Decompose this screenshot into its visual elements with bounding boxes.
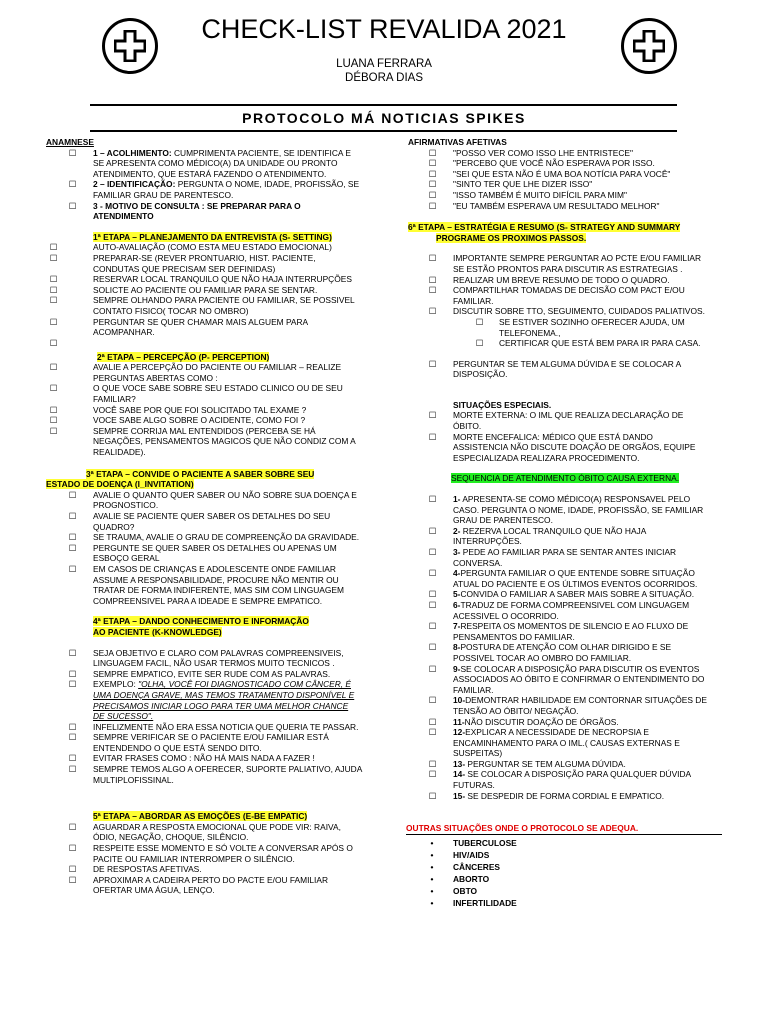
list-item: ☐ SEJA OBJETIVO E CLARO COM PALAVRAS COMPREENSIVEIS, LINGUAGEM FACIL, NÃO USAR TERMOS MUITO TECNICOS . bbox=[68, 647, 344, 669]
item-text: DISCUTIR SOBRE TTO, SEGUIMENTO, CUIDADOS PALIATIVOS. bbox=[453, 306, 705, 317]
etapa1-list bbox=[46, 242, 362, 348]
divider bbox=[90, 104, 677, 106]
list-item: ☐ SEMPRE TEMOS ALGO A OFERECER, SUPORTE PALIATIVO, AJUDA MULTIPLOFISSINAL. bbox=[68, 764, 362, 785]
author-name: DÉBORA DIAS bbox=[345, 72, 423, 84]
item-number: 5- bbox=[453, 589, 461, 600]
list-item: ☐ "SINTO TER QUE LHE DIZER ISSO" bbox=[428, 179, 593, 190]
outras-heading: OUTRAS SITUAÇÕES ONDE O PROTOCOLO SE ADEQUA. bbox=[406, 823, 639, 834]
item-number: 12- bbox=[453, 727, 466, 738]
list-item: ☐ AVALIE A PERCEPÇÃO DO PACIENTE OU FAMILIAR – REALIZE PERGUNTAS ABERTAS COMO : bbox=[49, 362, 342, 383]
item-text: REZERVA LOCAL TRANQUILO QUE NÃO HAJA INTERRUPÇÕES. bbox=[453, 525, 646, 547]
list-item: ☐ AVALIE O QUANTO QUER SABER OU NÃO SOBRE SUA DOENÇA E PROGNOSTICO. bbox=[68, 489, 357, 511]
list-item: • CÂNCERES bbox=[430, 861, 500, 872]
list-item: ☐ 1- APRESENTA-SE COMO MÉDICO(A) RESPONSAVEL PELO CASO. PERGUNTA O NOME, IDADE, PROFISSÃO, SE FAMILIAR GRAU DE PARENTESCO. bbox=[428, 494, 704, 526]
item-text: AVALIE A PERCEPÇÃO DO PACIENTE OU FAMILIAR – REALIZE PERGUNTAS ABERTAS COMO : bbox=[93, 362, 342, 383]
item-text: APRESENTA-SE COMO MÉDICO(A) RESPONSAVEL PELO CASO. PERGUNTA O NOME, IDADE, PROFISSÃO, SE FAMILIAR GRAU DE PARENTESCO. bbox=[453, 494, 704, 526]
list-item: ☐ 4-PERGUNTA FAMILIAR O QUE ENTENDE SOBRE SITUAÇÃO ATUAL DO PACIENTE E OS ÚLTIMOS EVENTOS OCORRIDOS. bbox=[428, 568, 698, 589]
item-number: 7- bbox=[453, 621, 461, 632]
etapa2-list bbox=[46, 362, 362, 457]
item-text: RESPEITE ESSE MOMENTO E SÓ VOLTE A CONVERSAR APÓS O PACITE OU FAMILIAR INTERROMPER O SILÊNCIO. bbox=[93, 843, 353, 864]
item-text: "SEI QUE ESTA NÃO É UMA BOA NOTÍCIA PARA VOCÊ" bbox=[453, 168, 671, 179]
situacoes-list bbox=[408, 410, 708, 463]
section-heading: 6ª ETAPA – ESTRATÉGIA E RESUMO (S- STRATEGY AND SUMMARY bbox=[408, 222, 681, 233]
item-text: AVALIE O QUANTO QUER SABER OU NÃO SOBRE SUA DOENÇA E PROGNOSTICO. bbox=[93, 489, 357, 511]
item-number: 4- bbox=[453, 568, 461, 579]
item-text: MORTE EXTERNA: O IML QUE REALIZA DECLARAÇÃO DE ÓBITO. bbox=[453, 410, 684, 432]
list-item: ☐ SOLICTE AO PACIENTE OU FAMILIAR PARA SE SENTAR. bbox=[49, 284, 318, 295]
item-label: 2 – IDENTIFICAÇÃO: bbox=[93, 179, 176, 190]
item-text: TRADUZ DE FORMA COMPREENSIVEL COM LINGUAGEM ACESSIVEL O OCORRIDO. bbox=[453, 599, 690, 621]
item-text: AGUARDAR A RESPOSTA EMOCIONAL QUE PODE VIR: RAIVA, ÓDIO, NEGAÇÃO, CHOQUE, SILÊNCIO. bbox=[93, 821, 341, 843]
list-item: ☐ REALIZAR UM BREVE RESUMO DE TODO O QUADRO. bbox=[428, 274, 670, 285]
item-text: INFERTILIDADE bbox=[453, 897, 517, 908]
item-text: REALIZAR UM BREVE RESUMO DE TODO O QUADRO. bbox=[453, 274, 670, 285]
item-text: EXPLICAR A NECESSIDADE DE NECROPSIA E ENCAMINHAMENTO PARA O IML.( CAUSAS EXTERNAS E SUSPEITAS) bbox=[453, 727, 680, 759]
list-item: ☐ 3 - MOTIVO DE CONSULTA : SE PREPARAR PARA O ATENDIMENTO bbox=[68, 200, 301, 222]
item-text: SE ESTIVER SOZINHO OFERECER AJUDA, UM TELEFONEMA., bbox=[499, 316, 685, 338]
list-item: • HIV/AIDS bbox=[430, 849, 490, 860]
etapa5-list bbox=[46, 822, 362, 896]
list-item: ☐ SEMPRE OLHANDO PARA PACIENTE OU FAMILIAR, SE POSSIVEL CONTATO FISICO( TOCAR NO OMBRO) bbox=[49, 295, 355, 316]
list-item: ☐ EVITAR FRASES COMO : NÃO HÁ MAIS NADA A FAZER ! bbox=[68, 753, 315, 764]
item-text: SE COLOCAR A DISPOSIÇÃO PARA DISCUTIR OS EVENTOS ASSOCIADOS AO ÓBITO E CONFIRMAR O ENTENDIMENTO DO FAMILIAR. bbox=[453, 663, 705, 695]
list-item: ☐ SEMPRE VERIFICAR SE O PACIENTE E/OU FAMILIAR ESTÁ ENTENDENDO O QUE ESTÁ SENDO DITO. bbox=[68, 732, 329, 753]
item-text: IMPORTANTE SEMPRE PERGUNTAR AO PCTE E/OU FAMILIAR SE ESTÃO PRONTOS PARA DISCUTIR AS ESTRATEGIAS . bbox=[453, 253, 702, 274]
section-heading: 4ª ETAPA – DANDO CONHECIMENTO E INFORMAÇÃO AO PACIENTE (K-KNOWLEDGE) bbox=[93, 616, 309, 637]
item-text: PREPARAR-SE (REVER PRONTUARIO, HIST. PACIENTE, CONDUTAS QUE PRECISAM SER DEFINIDAS) bbox=[93, 252, 316, 274]
list-item: ☐ INFELIZMENTE NÃO ERA ESSA NOTICIA QUE QUERIA TE PASSAR. bbox=[68, 721, 359, 732]
item-text: SE DESPEDIR DE FORMA CORDIAL E EMPATICO. bbox=[465, 790, 665, 801]
item-text: "ISSO TAMBÉM É MUITO DIFÍCIL PARA MIM" bbox=[453, 189, 627, 200]
item-text: SOLICTE AO PACIENTE OU FAMILIAR PARA SE SENTAR. bbox=[93, 284, 318, 295]
item-text: RESPEITA OS MOMENTOS DE SILENCIO E AO FLUXO DE PENSAMENTOS DO FAMILIAR. bbox=[453, 621, 689, 642]
list-item: ☐ 3- PEDE AO FAMILIAR PARA SE SENTAR ANTES INICIAR CONVERSA. bbox=[428, 547, 677, 568]
item-text: HIV/AIDS bbox=[453, 849, 490, 860]
item-text: EVITAR FRASES COMO : NÃO HÁ MAIS NADA A FAZER ! bbox=[93, 753, 315, 764]
list-item: ☐ SE ESTIVER SOZINHO OFERECER AJUDA, UM TELEFONEMA., bbox=[475, 316, 685, 338]
list-item: ☐ MORTE EXTERNA: O IML QUE REALIZA DECLARAÇÃO DE ÓBITO. bbox=[428, 410, 684, 432]
etapa6-sublist bbox=[408, 317, 708, 349]
list-item: ☐ SE TRAUMA, AVALIE O GRAU DE COMPREENÇÃO DA GRAVIDADE. bbox=[68, 532, 360, 543]
item-number: 3- bbox=[453, 547, 461, 557]
list-item: ☐ PERGUNTE SE QUER SABER OS DETALHES OU APENAS UM ESBOÇO GERAL bbox=[68, 542, 337, 564]
item-text: MORTE ENCEFALICA: MÉDICO QUE ESTÁ DANDO ASSISTENCIA NÃO DISCUTE DOAÇÃO DE ORGÃOS, EQUIPE ESPECIALIZADA REALIZARA PROCEDIMENTO. bbox=[453, 431, 696, 463]
item-text: PERGUNTE SE QUER SABER OS DETALHES OU APENAS UM ESBOÇO GERAL bbox=[93, 542, 337, 564]
item-text: RESERVAR LOCAL TRANQUILO QUE NÃO HAJA INTERRUPÇÕES bbox=[93, 274, 352, 285]
item-text: COMPARTILHAR TOMADAS DE DECISÃO COM PACT E/OU FAMILIAR. bbox=[453, 285, 685, 306]
item-text: SEJA OBJETIVO E CLARO COM PALAVRAS COMPREENSIVEIS, LINGUAGEM FACIL, NÃO USAR TERMOS MUITO TECNICOS . bbox=[93, 647, 344, 669]
etapa6-list bbox=[408, 253, 708, 317]
afirmativas-list bbox=[408, 148, 708, 212]
list-item: ☐ 10-DEMONTRAR HABILIDADE EM CONTORNAR SITUAÇÕES DE TENSÃO AO ÓBITO/ NEGAÇÃO. bbox=[428, 695, 707, 716]
item-number: 9- bbox=[453, 663, 461, 674]
item-text: NÃO DISCUTIR DOAÇÃO DE ÓRGÃOS. bbox=[464, 716, 619, 727]
list-item: ☐ IMPORTANTE SEMPRE PERGUNTAR AO PCTE E/OU FAMILIAR SE ESTÃO PRONTOS PARA DISCUTIR AS ESTRATEGIAS . bbox=[428, 253, 702, 274]
item-number: 15- bbox=[453, 790, 466, 801]
anamnese-list bbox=[46, 148, 362, 222]
list-item: • INFERTILIDADE bbox=[430, 897, 517, 908]
item-text: O QUE VOCE SABE SOBRE SEU ESTADO CLINICO OU DE SEU FAMILIAR? bbox=[93, 383, 343, 405]
list-item: ☐ "ISSO TAMBÉM É MUITO DIFÍCIL PARA MIM" bbox=[428, 189, 627, 200]
item-number: 10- bbox=[453, 695, 466, 706]
list-item: ☐ SEMPRE CORRIJA MAL ENTENDIDOS (PERCEBA SE HÁ NEGAÇÕES, PENSAMENTOS MAGICOS QUE NÃO CONDIZ COM A REALIDADE). bbox=[49, 425, 356, 458]
item-number: 1- bbox=[453, 494, 461, 505]
etapa3-list bbox=[46, 490, 362, 607]
item-text: EXEMPLO: bbox=[93, 679, 139, 690]
list-item: ☐ "PERCEBO QUE VOCÊ NÃO ESPERAVA POR ISSO. bbox=[428, 158, 655, 169]
list-item: • TUBERCULOSE bbox=[430, 837, 517, 848]
subtitle: PROTOCOLO MÁ NOTICIAS SPIKES bbox=[242, 110, 526, 126]
item-text: SEMPRE CORRIJA MAL ENTENDIDOS (PERCEBA SE HÁ NEGAÇÕES, PENSAMENTOS MAGICOS QUE NÃO CONDIZ COM A REALIDADE). bbox=[93, 425, 356, 458]
list-item: ☐ DISCUTIR SOBRE TTO, SEGUIMENTO, CUIDADOS PALIATIVOS. bbox=[428, 306, 705, 317]
list-item: • ABORTO bbox=[430, 873, 490, 884]
item-text: SEMPRE EMPATICO, EVITE SER RUDE COM AS PALAVRAS. bbox=[93, 668, 331, 679]
item-text: AUTO-AVALIAÇÃO (COMO ESTA MEU ESTADO EMOCIONAL) bbox=[93, 242, 332, 253]
list-item: ☐ bbox=[49, 337, 58, 348]
item-text: PERGUNTAR SE QUER CHAMAR MAIS ALGUEM PARA ACOMPANHAR. bbox=[93, 316, 308, 338]
item-text: DEMONTRAR HABILIDADE EM CONTORNAR SITUAÇÕES DE TENSÃO AO ÓBITO/ NEGAÇÃO. bbox=[453, 695, 707, 716]
item-number: 11- bbox=[453, 716, 465, 727]
list-item: ☐ "POSSO VER COMO ISSO LHE ENTRISTECE" bbox=[428, 147, 633, 158]
list-item: • OBTO bbox=[430, 885, 478, 896]
list-item: ☐ PERGUNTAR SE TEM ALGUMA DÚVIDA E SE COLOCAR A DISPOSIÇÃO. bbox=[428, 358, 681, 380]
list-item: ☐ 8-POSTURA DE ATENÇÃO COM OLHAR DIRIGIDO E SE POSSIVEL TOCAR AO OMBRO DO FAMILIAR. bbox=[428, 642, 672, 663]
item-number: 13- bbox=[453, 758, 466, 769]
list-item: ☐ 2- REZERVA LOCAL TRANQUILO QUE NÃO HAJA INTERRUPÇÕES. bbox=[428, 525, 646, 547]
item-text: PEDE AO FAMILIAR PARA SE SENTAR ANTES INICIAR CONVERSA. bbox=[453, 547, 677, 568]
anamnese-heading: ANAMNESE bbox=[46, 137, 94, 147]
etapa6-last bbox=[408, 359, 708, 380]
item-text: SE COLOCAR A DISPOSIÇÃO PARA QUALQUER DÚVIDA FUTURAS. bbox=[453, 769, 691, 791]
item-text: "EU TAMBÉM ESPERAVA UM RESULTADO MELHOR" bbox=[453, 200, 660, 211]
item-text: "POSSO VER COMO ISSO LHE ENTRISTECE" bbox=[453, 147, 633, 158]
situacoes-heading: SITUAÇÕES ESPECIAIS. bbox=[453, 399, 552, 410]
afirmativas-heading: AFIRMATIVAS AFETIVAS bbox=[408, 137, 507, 147]
item-text: TUBERCULOSE bbox=[453, 837, 517, 848]
item-number: 8- bbox=[453, 642, 461, 653]
section-heading: ESTADO DE DOENÇA (I_INVITATION) bbox=[46, 479, 194, 490]
page-title: CHECK-LIST REVALIDA 2021 bbox=[201, 14, 567, 44]
author-name: LUANA FERRARA bbox=[336, 58, 432, 70]
item-text: APROXIMAR A CADEIRA PERTO DO PACTE E/OU FAMILIAR OFERTAR UMA ÁGUA, LENÇO. bbox=[93, 874, 329, 896]
list-item: ☐ 1 – ACOLHIMENTO: CUMPRIMENTA PACIENTE, SE IDENTIFICA E SE APRESENTA COMO MÉDICO(A) DA UNIDADE OU PRONTO ATENDIMENTO, QUE ESTARÁ FAZENDO O ATENDIMENTO. bbox=[68, 147, 351, 179]
list-item: ☐ 13- PERGUNTAR SE TEM ALGUMA DÚVIDA. bbox=[428, 758, 626, 769]
item-text: ABORTO bbox=[453, 873, 490, 884]
list-item: ☐ "SEI QUE ESTA NÃO É UMA BOA NOTÍCIA PARA VOCÊ" bbox=[428, 168, 671, 179]
item-text: AVALIE SE PACIENTE QUER SABER OS DETALHES DO SEU QUADRO? bbox=[93, 511, 331, 532]
example-quote: "OLHA, VOCÊ FOI DIAGNOSTICADO COM CÂNCER, É UMA DOENÇA GRAVE, MAS TEMOS TRATAMENTO DISPONÍVEL E PRECISAMOS INICIAR LOGO PARA TER UMA MELHOR CHANCE DE SUCESSO". bbox=[93, 679, 355, 722]
item-text: SEMPRE OLHANDO PARA PACIENTE OU FAMILIAR, SE POSSIVEL CONTATO FISICO( TOCAR NO OMBRO) bbox=[93, 295, 355, 316]
item-text: "SINTO TER QUE LHE DIZER ISSO" bbox=[453, 179, 593, 190]
list-item: ☐ EXEMPLO: "OLHA, VOCÊ FOI DIAGNOSTICADO COM CÂNCER, É UMA DOENÇA GRAVE, MAS TEMOS TRATAMENTO DISPONÍVEL E PRECISAMOS INICIAR LOGO PARA TER UMA MELHOR CHANCE DE SUCESSO". bbox=[68, 679, 355, 722]
item-label: 3 - MOTIVO DE CONSULTA : SE PREPARAR PARA O ATENDIMENTO bbox=[93, 200, 301, 222]
item-text: CERTIFICAR QUE ESTÁ BEM PARA IR PARA CASA. bbox=[499, 338, 701, 349]
list-item: ☐ AVALIE SE PACIENTE QUER SABER OS DETALHES DO SEU QUADRO? bbox=[68, 511, 331, 532]
list-item: ☐ MORTE ENCEFALICA: MÉDICO QUE ESTÁ DANDO ASSISTENCIA NÃO DISCUTE DOAÇÃO DE ORGÃOS, EQUIPE ESPECIALIZADA REALIZARA PROCEDIMENTO. bbox=[428, 431, 696, 463]
list-item: ☐ VOCÊ SABE POR QUE FOI SOLICITADO TAL EXAME ? bbox=[49, 404, 307, 415]
authors bbox=[0, 57, 768, 85]
list-item: ☐ "EU TAMBÉM ESPERAVA UM RESULTADO MELHOR" bbox=[428, 200, 660, 211]
item-text: PERGUNTA O NOME, IDADE, PROFISSÃO, SE FAMILIAR GRAU DE PARENTESCO. bbox=[93, 179, 360, 200]
item-text: CÂNCERES bbox=[453, 861, 500, 872]
item-text: OBTO bbox=[453, 885, 478, 896]
list-item: ☐ RESPEITE ESSE MOMENTO E SÓ VOLTE A CONVERSAR APÓS O PACITE OU FAMILIAR INTERROMPER O SILÊNCIO. bbox=[68, 843, 353, 864]
item-text: PERGUNTA FAMILIAR O QUE ENTENDE SOBRE SITUAÇÃO ATUAL DO PACIENTE E OS ÚLTIMOS EVENTOS OCORRIDOS. bbox=[453, 568, 698, 589]
item-text: SEMPRE VERIFICAR SE O PACIENTE E/OU FAMILIAR ESTÁ ENTENDENDO O QUE ESTÁ SENDO DITO. bbox=[93, 732, 329, 753]
section-heading: PROGRAME OS PROXIMOS PASSOS. bbox=[436, 232, 587, 243]
section-heading: SEQUENCIA DE ATENDIMENTO ÓBITO CAUSA EXTERNA. bbox=[451, 473, 680, 484]
list-item: ☐ 5-CONVIDA O FAMILIAR A SABER MAIS SOBRE A SITUAÇÃO. bbox=[428, 589, 695, 600]
list-item: ☐ APROXIMAR A CADEIRA PERTO DO PACTE E/OU FAMILIAR OFERTAR UMA ÁGUA, LENÇO. bbox=[68, 874, 329, 896]
right-column bbox=[408, 137, 708, 909]
sequencia-list bbox=[408, 494, 708, 801]
item-text: VOCE SABE ALGO SOBRE O ACIDENTE, COMO FOI ? bbox=[93, 415, 306, 426]
item-text: SE TRAUMA, AVALIE O GRAU DE COMPREENÇÃO DA GRAVIDADE. bbox=[93, 532, 360, 543]
section-heading: 3ª ETAPA – CONVIDE O PACIENTE A SABER SOBRE SEU bbox=[86, 468, 315, 479]
item-text: DE RESPOSTAS AFETIVAS. bbox=[93, 864, 202, 875]
list-item: ☐ 6-TRADUZ DE FORMA COMPREENSIVEL COM LINGUAGEM ACESSIVEL O OCORRIDO. bbox=[428, 599, 690, 621]
section-heading: 5ª ETAPA – ABORDAR AS EMOÇÕES (E-BE EMPATIC) bbox=[93, 811, 308, 822]
item-text: SEMPRE TEMOS ALGO A OFERECER, SUPORTE PALIATIVO, AJUDA MULTIPLOFISSINAL. bbox=[93, 764, 362, 785]
etapa4-list bbox=[46, 648, 362, 786]
list-item: ☐ PREPARAR-SE (REVER PRONTUARIO, HIST. PACIENTE, CONDUTAS QUE PRECISAM SER DEFINIDAS) bbox=[49, 252, 316, 274]
item-text: INFELIZMENTE NÃO ERA ESSA NOTICIA QUE QUERIA TE PASSAR. bbox=[93, 721, 359, 732]
item-text: VOCÊ SABE POR QUE FOI SOLICITADO TAL EXAME ? bbox=[93, 404, 307, 415]
section-heading: 1ª ETAPA – PLANEJAMENTO DA ENTREVISTA (S- SETTING) bbox=[93, 231, 332, 242]
list-item: ☐ RESERVAR LOCAL TRANQUILO QUE NÃO HAJA INTERRUPÇÕES bbox=[49, 274, 352, 285]
list-item: ☐ SEMPRE EMPATICO, EVITE SER RUDE COM AS PALAVRAS. bbox=[68, 668, 331, 679]
list-item: ☐ 12-EXPLICAR A NECESSIDADE DE NECROPSIA E ENCAMINHAMENTO PARA O IML.( CAUSAS EXTERNAS E SUSPEITAS) bbox=[428, 727, 680, 759]
item-text: PERGUNTAR SE TEM ALGUMA DÚVIDA. bbox=[465, 758, 626, 769]
list-item: ☐ AGUARDAR A RESPOSTA EMOCIONAL QUE PODE VIR: RAIVA, ÓDIO, NEGAÇÃO, CHOQUE, SILÊNCIO. bbox=[68, 821, 341, 843]
list-item: ☐ AUTO-AVALIAÇÃO (COMO ESTA MEU ESTADO EMOCIONAL) bbox=[49, 242, 332, 253]
list-item: ☐ DE RESPOSTAS AFETIVAS. bbox=[68, 864, 202, 875]
list-item: ☐ 9-SE COLOCAR A DISPOSIÇÃO PARA DISCUTIR OS EVENTOS ASSOCIADOS AO ÓBITO E CONFIRMAR O ENTENDIMENTO DO FAMILIAR. bbox=[428, 663, 705, 695]
item-text: PERGUNTAR SE TEM ALGUMA DÚVIDA E SE COLOCAR A DISPOSIÇÃO. bbox=[453, 358, 681, 380]
item-text: EM CASOS DE CRIANÇAS E ADOLESCENTE ONDE FAMILIAR ASSUME A RESPONSABILIDADE, PROCURE NÃO MENTIR OU TRATAR DE FORMA INDIFERENTE, MAS SIM COM LINGUAGEM COMPREENSIVEL PARA A IDEADE E SEMPRE EMPATICO. bbox=[93, 563, 344, 606]
list-item: ☐ 14- SE COLOCAR A DISPOSIÇÃO PARA QUALQUER DÚVIDA FUTURAS. bbox=[428, 769, 691, 791]
item-text: "PERCEBO QUE VOCÊ NÃO ESPERAVA POR ISSO. bbox=[453, 158, 655, 169]
list-item: ☐ 2 – IDENTIFICAÇÃO: PERGUNTA O NOME, IDADE, PROFISSÃO, SE FAMILIAR GRAU DE PARENTESCO. bbox=[68, 179, 360, 200]
list-item: ☐ VOCE SABE ALGO SOBRE O ACIDENTE, COMO FOI ? bbox=[49, 415, 306, 426]
list-item: ☐ 11-NÃO DISCUTIR DOAÇÃO DE ÓRGÃOS. bbox=[428, 716, 619, 727]
list-item: ☐ 15- SE DESPEDIR DE FORMA CORDIAL E EMPATICO. bbox=[428, 790, 665, 801]
list-item: ☐ CERTIFICAR QUE ESTÁ BEM PARA IR PARA CASA. bbox=[475, 338, 701, 349]
item-text: POSTURA DE ATENÇÃO COM OLHAR DIRIGIDO E SE POSSIVEL TOCAR AO OMBRO DO FAMILIAR. bbox=[453, 642, 672, 663]
section-heading: 2ª ETAPA – PERCEPÇÃO (P- PERCEPTION) bbox=[97, 351, 270, 362]
left-column bbox=[46, 137, 362, 896]
outras-list bbox=[408, 837, 708, 909]
list-item: ☐ COMPARTILHAR TOMADAS DE DECISÃO COM PACT E/OU FAMILIAR. bbox=[428, 285, 685, 306]
item-label: 1 – ACOLHIMENTO: bbox=[93, 147, 172, 158]
list-item: ☐ EM CASOS DE CRIANÇAS E ADOLESCENTE ONDE FAMILIAR ASSUME A RESPONSABILIDADE, PROCURE NÃO MENTIR OU TRATAR DE FORMA INDIFERENTE, MAS SIM COM LINGUAGEM COMPREENSIVEL PARA A IDEADE E SEMPRE EMPATICO. bbox=[68, 563, 344, 606]
list-item: ☐ O QUE VOCE SABE SOBRE SEU ESTADO CLINICO OU DE SEU FAMILIAR? bbox=[49, 383, 343, 405]
list-item: ☐ 7-RESPEITA OS MOMENTOS DE SILENCIO E AO FLUXO DE PENSAMENTOS DO FAMILIAR. bbox=[428, 621, 689, 642]
item-number: 6- bbox=[453, 599, 461, 610]
list-item: ☐ PERGUNTAR SE QUER CHAMAR MAIS ALGUEM PARA ACOMPANHAR. bbox=[49, 316, 308, 338]
item-number: 2- bbox=[453, 525, 461, 536]
item-text: CONVIDA O FAMILIAR A SABER MAIS SOBRE A SITUAÇÃO. bbox=[460, 589, 695, 600]
item-text: CUMPRIMENTA PACIENTE, SE IDENTIFICA E SE APRESENTA COMO MÉDICO(A) DA UNIDADE OU PRONTO ATENDIMENTO, QUE ESTARÁ FAZENDO O ATENDIMENTO. bbox=[93, 147, 351, 179]
divider bbox=[90, 130, 677, 132]
item-number: 14- bbox=[453, 769, 466, 780]
